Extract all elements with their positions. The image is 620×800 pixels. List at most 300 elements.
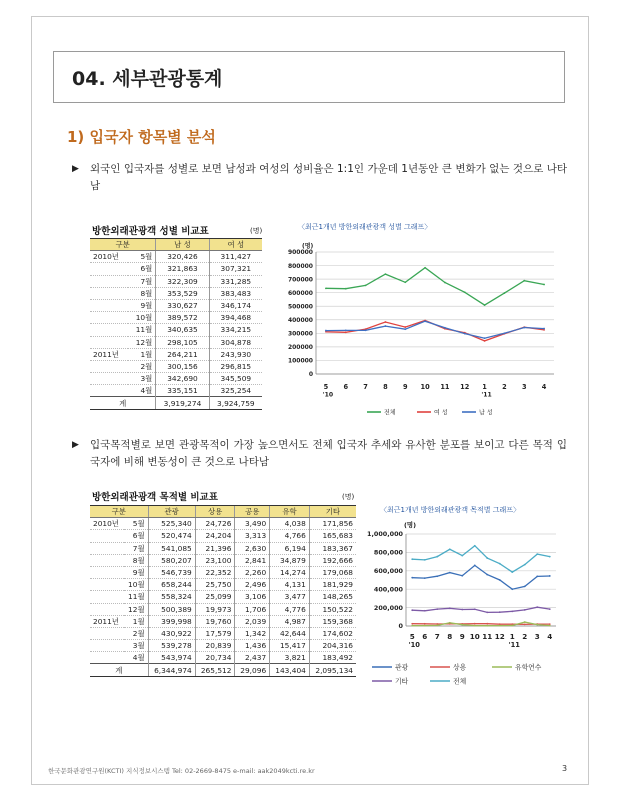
month-cell: 2월 — [124, 627, 148, 639]
year-cell: 2011년 — [90, 615, 124, 627]
data-point — [449, 622, 451, 624]
month-cell: 4월 — [128, 385, 156, 397]
x-tick-label: 4 — [547, 632, 553, 641]
data-point — [424, 610, 426, 612]
table-row — [90, 603, 356, 615]
y-tick-label: 200000 — [287, 344, 313, 352]
data-point — [424, 559, 426, 561]
y-tick-label: 800000 — [287, 262, 313, 270]
value-cell: 3,490 — [235, 518, 270, 530]
total-row — [90, 664, 356, 676]
triangle-bullet-icon: ▶ — [72, 440, 79, 450]
legend-label: 유학연수 — [515, 663, 542, 672]
data-point — [325, 287, 327, 289]
data-point — [549, 556, 551, 558]
value-cell: 143,404 — [270, 664, 310, 676]
y-tick-label: 100000 — [287, 357, 313, 365]
legend-label: 기타 — [395, 677, 409, 686]
value-cell: 3,821 — [270, 652, 310, 664]
value-cell: 179,068 — [309, 566, 356, 578]
y-tick-label: 200,000 — [373, 603, 403, 612]
male-cell: 330,627 — [156, 299, 209, 311]
total-label: 계 — [90, 397, 156, 409]
legend-label: 상용 — [453, 663, 467, 672]
data-point — [411, 609, 413, 611]
series-line-1 — [412, 624, 550, 625]
data-point — [424, 623, 426, 625]
month-cell: 12월 — [128, 336, 156, 348]
data-point — [549, 625, 551, 627]
value-cell: 24,204 — [195, 530, 235, 542]
legend-label: 남 성 — [479, 409, 493, 417]
data-point — [474, 565, 476, 567]
series-line-0 — [326, 268, 544, 305]
female-cell: 383,483 — [209, 287, 262, 299]
x-tick-label: 5 — [323, 383, 329, 391]
value-cell: 174,602 — [309, 627, 356, 639]
month-cell: 5월 — [128, 251, 156, 263]
series-line-2 — [326, 321, 544, 338]
year-cell — [90, 287, 128, 299]
value-cell: 23,100 — [195, 554, 235, 566]
value-cell: 3,313 — [235, 530, 270, 542]
data-point — [464, 291, 466, 293]
year-cell — [90, 373, 128, 385]
x-tick-label: 3 — [521, 383, 527, 391]
month-cell: 11월 — [128, 324, 156, 336]
data-point — [411, 558, 413, 560]
value-cell: 2,260 — [235, 566, 270, 578]
year-cell — [90, 385, 128, 397]
gender-table-unit: (명) — [250, 227, 263, 235]
year-cell — [90, 591, 124, 603]
data-point — [449, 548, 451, 550]
value-cell: 4,987 — [270, 615, 310, 627]
data-point — [461, 609, 463, 611]
value-cell: 22,352 — [195, 566, 235, 578]
value-cell: 3,477 — [270, 591, 310, 603]
data-point — [543, 284, 545, 286]
legend-label: 관광 — [395, 663, 409, 672]
value-cell: 6,344,974 — [148, 664, 195, 676]
data-point — [385, 273, 387, 275]
value-cell: 1,436 — [235, 640, 270, 652]
data-point — [486, 611, 488, 613]
data-point — [345, 288, 347, 290]
data-point — [484, 304, 486, 306]
series-line-0 — [412, 565, 550, 589]
x-tick-label: 2 — [522, 632, 528, 641]
triangle-bullet-icon: ▶ — [72, 164, 79, 174]
purpose-table — [90, 505, 356, 677]
year-cell — [90, 566, 124, 578]
total-label: 계 — [90, 664, 148, 676]
x-tick-label: 6 — [422, 632, 428, 641]
data-point — [486, 557, 488, 559]
month-cell: 6월 — [124, 530, 148, 542]
male-cell: 353,529 — [156, 287, 209, 299]
value-cell: 539,278 — [148, 640, 195, 652]
legend-label: 전체 — [384, 409, 396, 417]
value-cell: 658,244 — [148, 579, 195, 591]
value-cell: 2,841 — [235, 554, 270, 566]
header-cell: 구분 — [90, 239, 156, 251]
x-tick-label: 3 — [534, 632, 540, 641]
value-cell: 15,417 — [270, 640, 310, 652]
series-line-4 — [412, 546, 550, 572]
month-cell: 3월 — [128, 373, 156, 385]
data-point — [499, 579, 501, 581]
value-cell: 2,437 — [235, 652, 270, 664]
table-row — [90, 652, 356, 664]
year-label: '11 — [508, 641, 520, 650]
value-cell: 34,879 — [270, 554, 310, 566]
year-label: '11 — [481, 391, 492, 399]
table-row — [90, 312, 262, 324]
data-point — [461, 624, 463, 626]
value-cell: 1,342 — [235, 627, 270, 639]
female-cell: 334,215 — [209, 324, 262, 336]
y-tick-label: 900000 — [287, 249, 313, 257]
title-box — [53, 51, 565, 103]
x-tick-label: 9 — [459, 632, 465, 641]
y-tick-label: 600,000 — [373, 567, 403, 575]
y-tick-label: 700000 — [287, 276, 313, 284]
value-cell: 2,039 — [235, 615, 270, 627]
table-row — [90, 373, 262, 385]
value-cell: 192,666 — [309, 554, 356, 566]
value-cell: 500,389 — [148, 603, 195, 615]
data-point — [436, 556, 438, 558]
data-point — [511, 588, 513, 590]
value-cell: 525,340 — [148, 518, 195, 530]
data-point — [436, 625, 438, 627]
male-cell: 300,156 — [156, 360, 209, 372]
total-row — [90, 397, 262, 409]
year-cell — [90, 336, 128, 348]
header-cell: 기타 — [309, 506, 356, 518]
y-tick-label: 1,000,000 — [367, 530, 403, 539]
page-title: 04. 세부관광통계 — [72, 67, 223, 90]
data-point — [325, 330, 327, 332]
x-tick-label: 11 — [440, 383, 450, 391]
bullet-gender — [72, 161, 567, 195]
data-point — [549, 608, 551, 610]
year-cell — [90, 275, 128, 287]
table-row — [90, 627, 356, 639]
value-cell: 4,776 — [270, 603, 310, 615]
y-tick-label: 600000 — [287, 289, 313, 297]
purpose-chart — [360, 516, 570, 696]
gender-table — [90, 238, 262, 410]
month-cell: 7월 — [124, 542, 148, 554]
month-cell: 12월 — [124, 603, 148, 615]
data-point — [474, 608, 476, 610]
year-cell — [90, 579, 124, 591]
value-cell: 165,683 — [309, 530, 356, 542]
year-cell — [90, 627, 124, 639]
male-cell: 335,151 — [156, 385, 209, 397]
data-point — [365, 329, 367, 331]
data-point — [365, 285, 367, 287]
value-cell: 2,630 — [235, 542, 270, 554]
data-point — [524, 609, 526, 611]
data-point — [549, 623, 551, 625]
x-tick-label: 8 — [447, 632, 453, 641]
table-row — [90, 336, 262, 348]
value-cell: 580,207 — [148, 554, 195, 566]
data-point — [424, 320, 426, 322]
month-cell: 10월 — [124, 579, 148, 591]
x-tick-label: 4 — [541, 383, 547, 391]
value-cell: 2,095,134 — [309, 664, 356, 676]
value-cell: 204,316 — [309, 640, 356, 652]
bullet-text: 입국목적별로 보면 관광목적이 가장 높으면서도 전체 입국자 추세와 유사한 분포를 보이고 다른 목적 입국자에 비해 변동성이 큰 것으로 나타남 — [90, 439, 567, 468]
female-cell: 296,815 — [209, 360, 262, 372]
x-tick-label: 10 — [420, 383, 430, 391]
table-row — [90, 385, 262, 397]
data-point — [461, 575, 463, 577]
x-tick-label: 9 — [402, 383, 408, 391]
gender-table-caption: 방한외래관광객 성별 비교표 — [92, 226, 209, 237]
gender-chart — [272, 234, 562, 424]
y-tick-label: 800,000 — [373, 548, 403, 557]
value-cell: 4,131 — [270, 579, 310, 591]
female-cell: 394,468 — [209, 312, 262, 324]
year-cell — [90, 542, 124, 554]
male-cell: 3,919,274 — [156, 397, 209, 409]
data-point — [504, 332, 506, 334]
female-cell: 307,321 — [209, 263, 262, 275]
month-cell: 7월 — [128, 275, 156, 287]
year-cell — [90, 603, 124, 615]
male-cell: 342,690 — [156, 373, 209, 385]
header-cell: 여 성 — [209, 239, 262, 251]
data-point — [511, 610, 513, 612]
data-point — [411, 623, 413, 625]
data-point — [523, 327, 525, 329]
data-point — [536, 606, 538, 608]
value-cell: 2,496 — [235, 579, 270, 591]
purpose-table-caption: 방한외래관광객 목적별 비교표 — [92, 492, 218, 503]
table-row — [90, 579, 356, 591]
x-tick-label: 2 — [502, 383, 507, 391]
data-point — [543, 328, 545, 330]
year-cell — [90, 263, 128, 275]
male-cell: 320,426 — [156, 251, 209, 263]
footer-text: 한국문화관광연구원(KCTI) 지식정보시스템 Tel: 02-2669-8475 e-mail: aak2049kcti.re.kr — [48, 767, 315, 775]
value-cell: 159,368 — [309, 615, 356, 627]
value-cell: 520,474 — [148, 530, 195, 542]
month-cell: 8월 — [124, 554, 148, 566]
year-cell — [90, 652, 124, 664]
male-cell: 298,105 — [156, 336, 209, 348]
table-row — [90, 348, 262, 360]
table-row — [90, 554, 356, 566]
table-header-row — [90, 239, 262, 251]
value-cell: 42,644 — [270, 627, 310, 639]
data-point — [486, 574, 488, 576]
month-cell: 9월 — [128, 299, 156, 311]
x-tick-label: 7 — [434, 632, 440, 641]
data-point — [444, 327, 446, 329]
table-row — [90, 530, 356, 542]
y-tick-label: 500000 — [287, 303, 313, 311]
purpose-chart-title: 〈최근1개년 방한외래관광객 목적별 그래프〉 — [380, 506, 521, 514]
female-cell: 345,509 — [209, 373, 262, 385]
value-cell: 14,274 — [270, 566, 310, 578]
x-tick-label: 1 — [482, 383, 487, 391]
bullet-text: 외국인 입국자를 성별로 보면 남성과 여성의 성비율은 1:1인 가운데 1년동안 큰 변화가 없는 것으로 나타남 — [90, 163, 567, 192]
data-point — [511, 625, 513, 627]
data-point — [474, 623, 476, 625]
data-point — [524, 585, 526, 587]
x-tick-label: 6 — [343, 383, 349, 391]
value-cell: 24,726 — [195, 518, 235, 530]
year-cell — [90, 360, 128, 372]
table-row — [90, 615, 356, 627]
value-cell: 3,106 — [235, 591, 270, 603]
year-cell: 2011년 — [90, 348, 128, 360]
value-cell: 546,739 — [148, 566, 195, 578]
data-point — [486, 625, 488, 627]
value-cell: 19,760 — [195, 615, 235, 627]
data-point — [523, 280, 525, 282]
male-cell: 264,211 — [156, 348, 209, 360]
table-row — [90, 251, 262, 263]
y-axis-label: (명) — [404, 521, 417, 529]
year-label: '10 — [408, 641, 420, 650]
year-cell: 2010년 — [90, 251, 128, 263]
data-point — [345, 329, 347, 331]
year-label: '10 — [322, 391, 334, 399]
value-cell: 399,998 — [148, 615, 195, 627]
female-cell: 331,285 — [209, 275, 262, 287]
female-cell: 3,924,759 — [209, 397, 262, 409]
table-row — [90, 566, 356, 578]
data-point — [411, 625, 413, 627]
table-row — [90, 542, 356, 554]
month-cell: 2월 — [128, 360, 156, 372]
table-row — [90, 263, 262, 275]
year-cell — [90, 554, 124, 566]
female-cell: 304,878 — [209, 336, 262, 348]
month-cell: 1월 — [124, 615, 148, 627]
data-point — [436, 575, 438, 577]
data-point — [385, 325, 387, 327]
female-cell: 346,174 — [209, 299, 262, 311]
value-cell: 21,396 — [195, 542, 235, 554]
value-cell: 20,839 — [195, 640, 235, 652]
month-cell: 5월 — [124, 518, 148, 530]
data-point — [536, 624, 538, 626]
value-cell: 171,856 — [309, 518, 356, 530]
y-tick-label: 0 — [308, 371, 313, 379]
data-point — [499, 611, 501, 613]
value-cell: 541,085 — [148, 542, 195, 554]
data-point — [424, 625, 426, 627]
y-tick-label: 400000 — [287, 316, 313, 324]
data-point — [449, 607, 451, 609]
female-cell: 325,254 — [209, 385, 262, 397]
value-cell: 17,579 — [195, 627, 235, 639]
male-cell: 340,635 — [156, 324, 209, 336]
year-cell — [90, 640, 124, 652]
gender-chart-title: 〈최근1개년 방한외래관광객 성별 그래프〉 — [298, 223, 432, 231]
x-tick-label: 12 — [494, 632, 505, 641]
month-cell: 6월 — [128, 263, 156, 275]
table-row — [90, 591, 356, 603]
month-cell: 8월 — [128, 287, 156, 299]
header-cell: 유학 — [270, 506, 310, 518]
y-axis-label: (명) — [302, 243, 314, 250]
year-cell — [90, 324, 128, 336]
data-point — [404, 328, 406, 330]
x-tick-label: 5 — [409, 632, 415, 641]
year-cell — [90, 530, 124, 542]
data-point — [536, 553, 538, 555]
table-row — [90, 518, 356, 530]
table-row — [90, 640, 356, 652]
female-cell: 243,930 — [209, 348, 262, 360]
data-point — [436, 608, 438, 610]
value-cell: 25,750 — [195, 579, 235, 591]
data-point — [484, 340, 486, 342]
male-cell: 322,309 — [156, 275, 209, 287]
data-point — [524, 623, 526, 625]
data-point — [484, 337, 486, 339]
purpose-table-unit: (명) — [342, 493, 355, 501]
header-cell: 공용 — [235, 506, 270, 518]
data-point — [536, 575, 538, 577]
data-point — [345, 331, 347, 333]
x-tick-label: 1 — [509, 632, 515, 641]
data-point — [511, 571, 513, 573]
month-cell: 11월 — [124, 591, 148, 603]
data-point — [444, 282, 446, 284]
male-cell: 321,863 — [156, 263, 209, 275]
x-tick-label: 8 — [383, 383, 388, 391]
data-point — [449, 572, 451, 574]
table-row — [90, 360, 262, 372]
month-cell: 9월 — [124, 566, 148, 578]
table-header-row — [90, 506, 356, 518]
data-point — [404, 281, 406, 283]
value-cell: 4,038 — [270, 518, 310, 530]
data-point — [524, 621, 526, 623]
year-cell: 2010년 — [90, 518, 124, 530]
header-cell: 관광 — [148, 506, 195, 518]
month-cell: 10월 — [128, 312, 156, 324]
value-cell: 148,265 — [309, 591, 356, 603]
year-cell — [90, 299, 128, 311]
value-cell: 4,766 — [270, 530, 310, 542]
y-tick-label: 400,000 — [373, 585, 403, 594]
value-cell: 558,324 — [148, 591, 195, 603]
x-tick-label: 10 — [469, 632, 480, 641]
year-cell — [90, 312, 128, 324]
table-row — [90, 324, 262, 336]
data-point — [464, 333, 466, 335]
male-cell: 389,572 — [156, 312, 209, 324]
data-point — [474, 625, 476, 627]
value-cell: 183,367 — [309, 542, 356, 554]
data-point — [411, 577, 413, 579]
data-point — [499, 563, 501, 565]
data-point — [486, 623, 488, 625]
value-cell: 19,973 — [195, 603, 235, 615]
value-cell: 20,734 — [195, 652, 235, 664]
